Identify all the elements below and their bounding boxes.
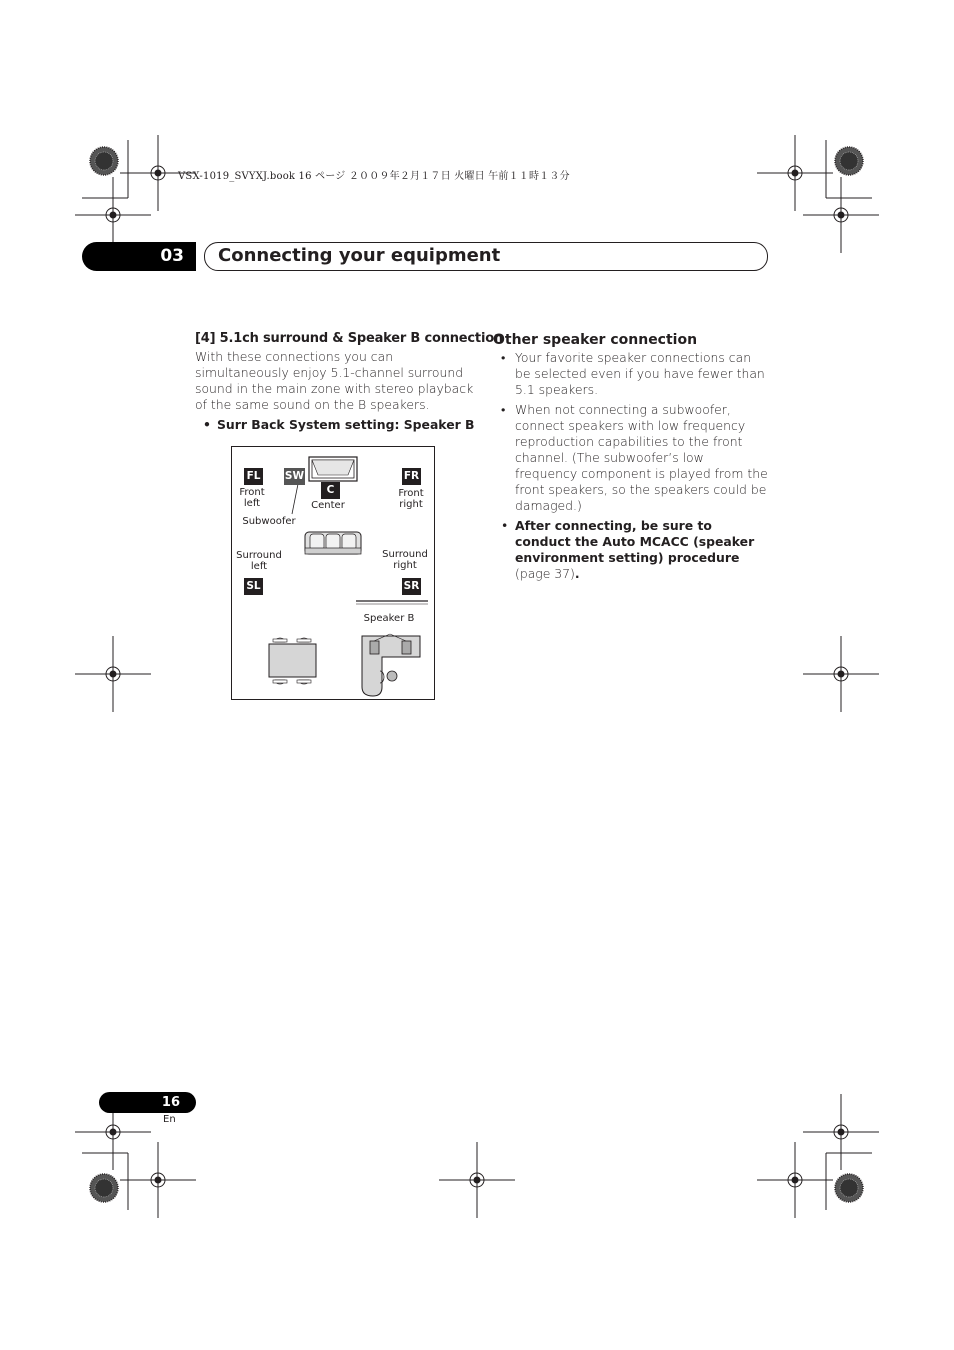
- label-surround-right-1: Surround: [382, 549, 428, 560]
- section-heading: [4] 5.1ch surround & Speaker B connection: [195, 331, 503, 346]
- page-language: En: [163, 1114, 176, 1125]
- kitchen-counter-icon: [362, 634, 420, 696]
- page-reference: (page 37): [515, 566, 575, 581]
- badge-center: C: [321, 482, 340, 499]
- bullet-auto-mcacc: [493, 518, 768, 582]
- chapter-number: 03: [82, 242, 196, 271]
- speaker-layout-diagram: [231, 446, 435, 700]
- badge-surround-left: SL: [244, 578, 263, 595]
- sofa-icon: [305, 532, 361, 554]
- badge-surround-right: SR: [402, 578, 421, 595]
- auto-mcacc-text: After connecting, be sure to conduct the Auto MCACC (speaker environment setting) procedure: [515, 518, 755, 565]
- label-surround-left-2: left: [250, 561, 268, 572]
- setting-bullet: • Surr Back System setting: Speaker B: [195, 417, 475, 433]
- left-column: [195, 331, 503, 433]
- tv-icon: [309, 457, 357, 481]
- label-surround-left-1: Surround: [236, 550, 282, 561]
- section-body: With these connections you can simultaneously enjoy 5.1-channel surround sound in the main zone with stereo playback of the same sound on the B speakers.: [195, 349, 474, 412]
- other-speaker-heading: Other speaker connection: [493, 332, 698, 348]
- right-column: [493, 331, 768, 582]
- bullet-fewer-speakers: • Your favorite speaker connections can be selected even if you have fewer than 5.1 speakers.: [493, 350, 768, 398]
- label-subwoofer: Subwoofer: [242, 516, 296, 527]
- chapter-title: Connecting your equipment: [218, 245, 501, 266]
- label-center: Center: [311, 500, 345, 511]
- badge-front-right: FR: [402, 468, 421, 485]
- badge-front-left: FL: [244, 468, 263, 485]
- label-front-left-1: Front: [239, 487, 265, 498]
- label-speaker-b: Speaker B: [363, 613, 415, 624]
- label-front-left-2: left: [243, 498, 261, 509]
- page-number: 16: [99, 1092, 196, 1113]
- label-surround-right-2: right: [393, 560, 417, 571]
- bullet-end-period: .: [574, 566, 580, 581]
- dining-table-icon: [269, 638, 316, 684]
- bullet-no-subwoofer: • When not connecting a subwoofer, connect speakers with low frequency reproduction capabilities to the front channel. (The subwoofer’s low frequency component is played from the front speakers, so the speakers could be damaged.): [493, 402, 768, 514]
- label-front-right-2: right: [399, 499, 423, 510]
- badge-subwoofer: SW: [284, 468, 305, 485]
- label-front-right-1: Front: [398, 488, 424, 499]
- book-header: VSX-1019_SVYXJ.book 16 ページ ２００９年２月１７日 火曜日 午前１１時１３分: [178, 171, 570, 182]
